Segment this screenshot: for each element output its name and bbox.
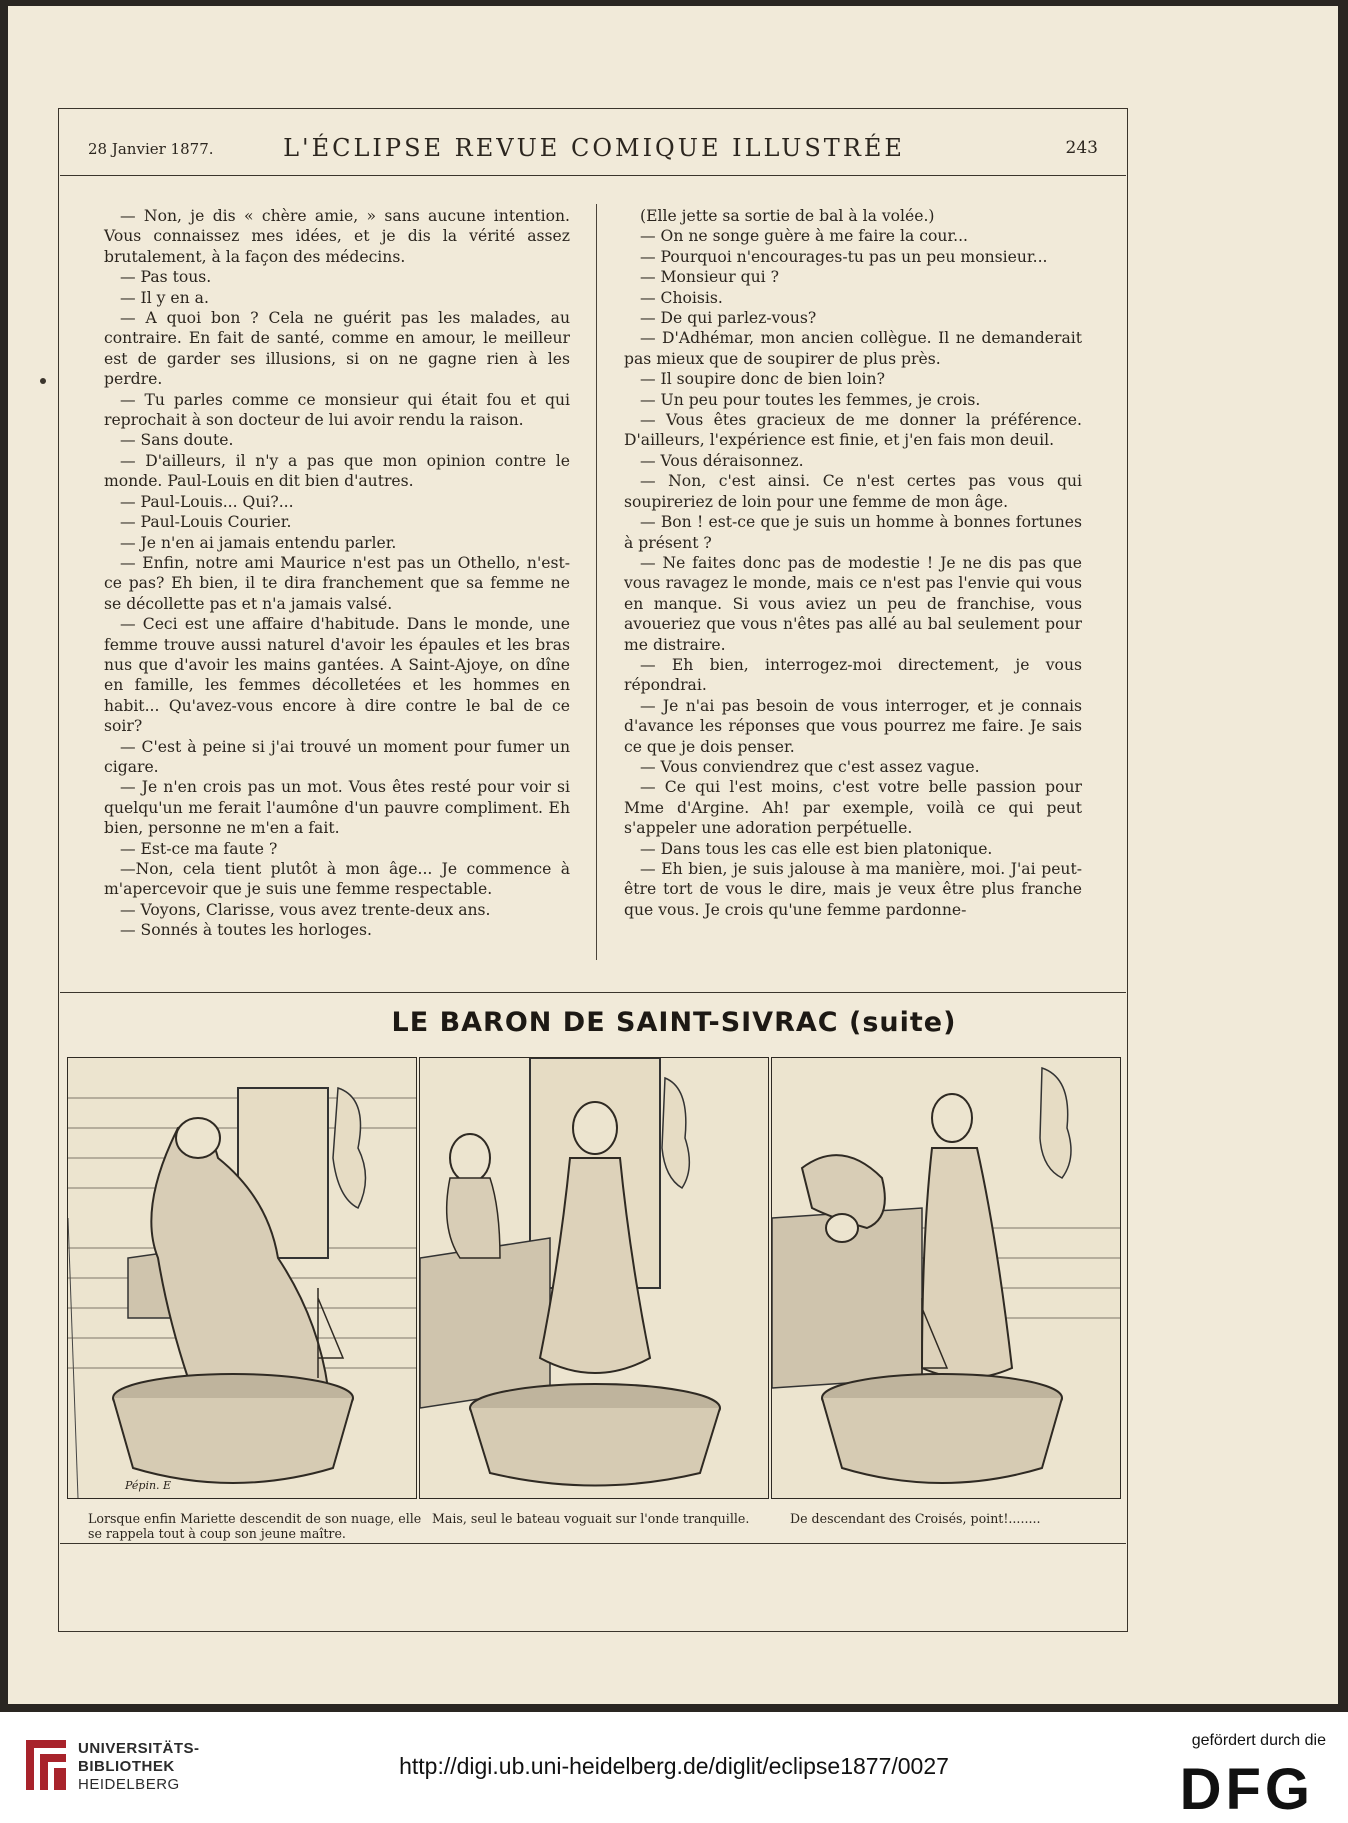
dialogue-paragraph: — Il y en a. <box>120 288 209 307</box>
bottom-rule <box>60 1543 1126 1544</box>
dialogue-paragraph: — Ce qui l'est moins, c'est votre belle passion pour Mme d'Argine. Ah! par exemple, voilà ce qui peut s'appeler une adoration perpétuelle. <box>624 778 1082 838</box>
comic-panel-1 <box>67 1057 417 1499</box>
dialogue-paragraph: — Pas tous. <box>120 268 212 287</box>
dialogue-paragraph: — Eh bien, interrogez-moi directement, je vous répondrai. <box>624 655 1082 695</box>
dialogue-paragraph: — Ceci est une affaire d'habitude. Dans le monde, une femme trouve aussi naturel d'avoir les épaules et les bras nus que d'avoir les mains gantées. A Saint-Ajoye, on dîne en famille, les femmes décolletées et les hommes en habit... Qu'avez-vous encore à dire contre le bal de ce soir? <box>104 615 570 736</box>
artist-signature: Pépin. E <box>125 1479 172 1492</box>
library-name: UNIVERSITÄTS- BIBLIOTHEK HEIDELBERG <box>78 1740 200 1793</box>
dialogue-paragraph: — De qui parlez-vous? <box>640 309 817 328</box>
dialogue-paragraph: — Non, c'est ainsi. Ce n'est certes pas vous qui soupireriez de loin pour une femme de mon âge. <box>624 472 1082 511</box>
funded-by-label: gefördert durch die <box>1191 1732 1326 1749</box>
dialogue-paragraph: — Non, je dis « chère amie, » sans aucune intention. Vous connaissez mes idées, et je dis la vérité assez brutalement, à la façon des médecins. <box>104 207 570 266</box>
dialogue-paragraph: — Un peu pour toutes les femmes, je crois. <box>640 390 981 409</box>
dialogue-paragraph: — Vous conviendrez que c'est assez vague. <box>640 757 980 776</box>
panel-3-illustration <box>772 1058 1120 1498</box>
comic-title <box>0 1007 1348 1038</box>
text-column-left <box>104 206 570 941</box>
caption-panel-3: De descendant des Croisés, point!........ <box>790 1511 1041 1526</box>
panel-1-illustration <box>68 1058 416 1498</box>
comic-strip <box>67 1057 1119 1499</box>
running-header <box>80 132 1108 166</box>
column-divider <box>596 204 597 960</box>
permalink-url[interactable]: http://digi.ub.uni-heidelberg.de/diglit/eclipse1877/0027 <box>399 1753 949 1779</box>
digitization-footer <box>0 1712 1348 1823</box>
comic-panel-2 <box>419 1057 769 1499</box>
dialogue-paragraph: — Ne faites donc pas de modestie ! Je ne dis pas que vous ravagez le monde, mais ce n'est pas l'envie qui vous en manque. Si vous aviez un peu de franchise, vous avoueriez que vous n'êtes pas allé au bal seulement pour me distraire. <box>624 553 1082 654</box>
dialogue-paragraph: — Il soupire donc de bien loin? <box>640 370 885 389</box>
comic-title-suffix: (suite) <box>849 1007 957 1038</box>
dialogue-paragraph: — Enfin, notre ami Maurice n'est pas un Othello, n'est-ce pas? Eh bien, il te dira franchement que sa femme ne se décollette pas et n'a jamais valsé. <box>104 553 570 613</box>
dialogue-paragraph: — Je n'ai pas besoin de vous interroger, et je connais d'avance les réponses que vous pourrez me faire. Je sais ce que je dois penser. <box>624 696 1082 756</box>
dialogue-paragraph: (Elle jette sa sortie de bal à la volée.) <box>640 207 935 225</box>
dialogue-paragraph: — Vous êtes gracieux de me donner la préférence. D'ailleurs, l'expérience est finie, et j'en fais mon deuil. <box>624 411 1082 450</box>
dialogue-paragraph: — Est-ce ma faute ? <box>120 839 278 858</box>
section-rule <box>60 992 1126 993</box>
dialogue-paragraph: — Bon ! est-ce que je suis un homme à bonnes fortunes à présent ? <box>624 513 1082 552</box>
margin-dot <box>40 378 46 384</box>
dialogue-paragraph: — Sans doute. <box>120 431 234 450</box>
header-date: 28 Janvier 1877. <box>88 140 214 158</box>
dialogue-paragraph: — Eh bien, je suis jalouse à ma manière, moi. J'ai peut-être tort de vous le dire, mais je veux être plus franche que vous. Je crois qu'une femme pardonne- <box>624 860 1082 919</box>
comic-panel-3 <box>771 1057 1121 1499</box>
dialogue-paragraph: — A quoi bon ? Cela ne guérit pas les malades, au contraire. En fait de santé, comme en amour, le meilleur est de garder ses illusions, si on ne gagne rien à les perdre. <box>104 309 570 389</box>
dialogue-paragraph: — Choisis. <box>640 288 723 307</box>
caption-panel-2: Mais, seul le bateau voguait sur l'onde tranquille. <box>432 1511 750 1526</box>
text-column-right <box>624 206 1082 920</box>
dialogue-paragraph: — Monsieur qui ? <box>640 268 779 287</box>
dialogue-paragraph: — On ne songe guère à me faire la cour... <box>640 227 968 246</box>
comic-title-main: LE BARON DE SAINT-SIVRAC <box>391 1007 839 1038</box>
dialogue-paragraph: — Je n'en crois pas un mot. Vous êtes resté pour voir si quelqu'un me ferait l'aumône d'un pauvre compliment. Eh bien, personne ne m'en a fait. <box>104 778 570 838</box>
dialogue-paragraph: — Paul-Louis Courier. <box>120 513 292 532</box>
dfg-logo: DFG <box>1179 1757 1314 1822</box>
dialogue-paragraph: — Pourquoi n'encourages-tu pas un peu monsieur... <box>640 247 1048 266</box>
dialogue-paragraph: — D'Adhémar, mon ancien collègue. Il ne demanderait pas mieux que de soupirer de plus près. <box>624 329 1082 368</box>
dialogue-paragraph: — D'ailleurs, il n'y a pas que mon opinion contre le monde. Paul-Louis en dit bien d'autres. <box>104 451 570 491</box>
dialogue-paragraph: — Paul-Louis... Qui?... <box>120 492 294 511</box>
dialogue-paragraph: — C'est à peine si j'ai trouvé un moment pour fumer un cigare. <box>104 737 570 776</box>
header-rule <box>60 175 1126 176</box>
dialogue-paragraph: — Dans tous les cas elle est bien platonique. <box>640 839 993 858</box>
caption-panel-1: Lorsque enfin Mariette descendit de son nuage, elle se rappela tout à coup son jeune maître. <box>88 1511 422 1541</box>
dialogue-paragraph: — Je n'en ai jamais entendu parler. <box>120 533 397 552</box>
dialogue-paragraph: —Non, cela tient plutôt à mon âge... Je commence à m'apercevoir que je suis une femme respectable. <box>104 860 570 899</box>
page-number: 243 <box>1065 138 1098 158</box>
dialogue-paragraph: — Voyons, Clarisse, vous avez trente-deux ans. <box>120 900 491 919</box>
dialogue-paragraph: — Sonnés à toutes les horloges. <box>120 921 372 940</box>
dialogue-paragraph: — Vous déraisonnez. <box>640 451 804 470</box>
journal-title: L'ÉCLIPSE REVUE COMIQUE ILLUSTRÉE <box>283 134 905 162</box>
panel-2-illustration <box>420 1058 768 1498</box>
dialogue-paragraph: — Tu parles comme ce monsieur qui était fou et qui reprochait à son docteur de lui avoir rendu la raison. <box>104 390 570 430</box>
